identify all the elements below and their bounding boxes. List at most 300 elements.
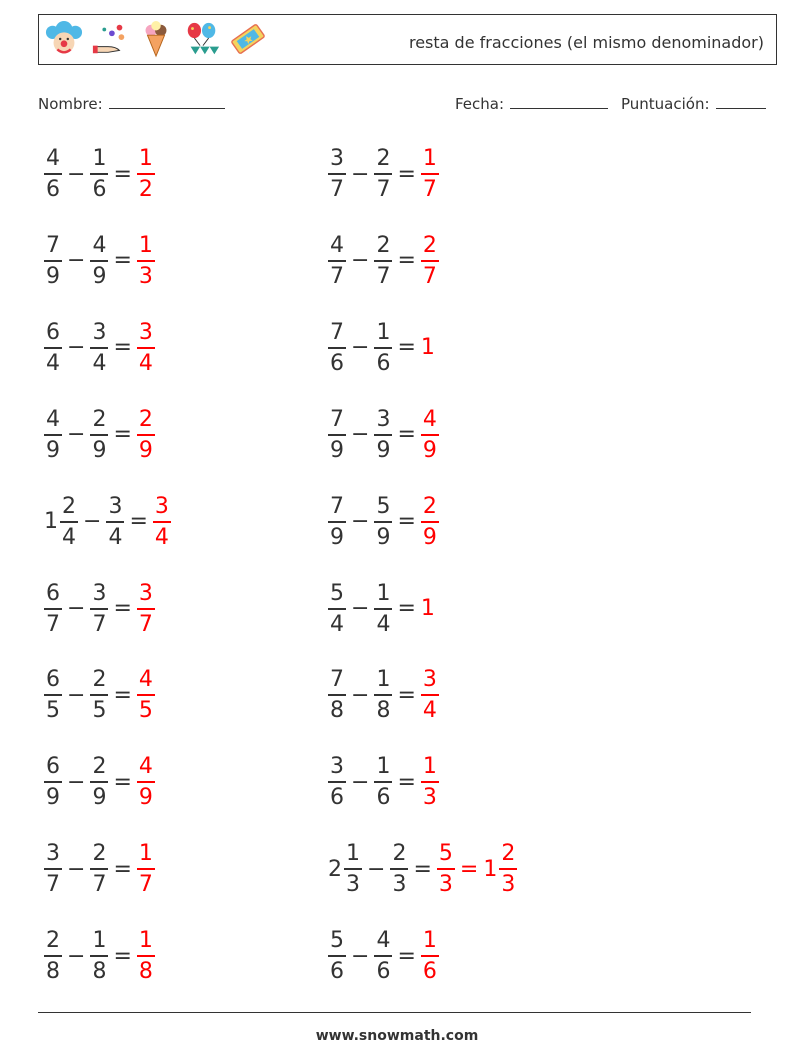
subtrahend-fraction <box>374 667 392 723</box>
equals-sign: = <box>113 161 132 187</box>
numerator: 5 <box>330 928 344 954</box>
fraction-bar <box>421 694 439 696</box>
equals-sign: = <box>397 943 416 969</box>
answer-mixed-whole: 1 <box>483 856 498 882</box>
answer <box>421 494 439 550</box>
problem-item <box>328 144 439 204</box>
denominator: 9 <box>92 785 107 811</box>
numerator: 1 <box>376 319 391 345</box>
equals-sign: = <box>397 769 416 795</box>
numerator: 2 <box>422 493 437 519</box>
problem-item <box>44 492 171 552</box>
name-blank <box>109 94 225 109</box>
answer <box>421 928 439 984</box>
numerator: 4 <box>46 146 60 171</box>
problem-item <box>44 752 155 812</box>
fraction-bar <box>374 608 392 610</box>
numerator: 1 <box>138 232 153 258</box>
denominator: 4 <box>138 350 153 376</box>
denominator: 4 <box>154 524 169 550</box>
numerator: 7 <box>330 406 344 432</box>
numerator: 4 <box>422 406 437 432</box>
minus-sign: − <box>351 509 370 535</box>
minuend-fraction <box>44 233 62 289</box>
denominator: 5 <box>138 698 153 724</box>
numerator: 5 <box>376 493 391 519</box>
score-field <box>621 94 766 113</box>
numerator: 3 <box>46 841 60 867</box>
numerator: 3 <box>330 146 344 171</box>
footer-url: www.snowmath.com <box>315 1028 479 1044</box>
problem-item <box>44 839 155 899</box>
answer-fraction <box>437 841 455 897</box>
numerator: 2 <box>92 841 107 867</box>
header-icons <box>45 19 267 59</box>
minus-sign: − <box>351 769 370 795</box>
fraction-bar <box>90 694 108 696</box>
numerator: 2 <box>92 667 107 693</box>
problem-item <box>328 405 439 465</box>
numerator: 3 <box>92 580 107 606</box>
numerator: 1 <box>422 928 437 954</box>
worksheet-title: resta de fracciones (el mismo denominador) <box>408 33 764 52</box>
minus-sign: − <box>351 682 370 708</box>
subtrahend-fraction <box>374 320 392 376</box>
denominator: 7 <box>46 611 60 637</box>
denominator: 3 <box>346 872 360 898</box>
subtrahend-fraction <box>90 407 108 463</box>
fraction-bar <box>90 173 108 175</box>
ice-cream-icon <box>137 19 175 59</box>
equals-sign: = <box>397 509 416 535</box>
fraction-bar <box>44 260 62 262</box>
fraction-bar <box>328 260 346 262</box>
answer-mixed-fraction <box>499 841 517 897</box>
minus-sign: − <box>67 248 86 274</box>
denominator: 4 <box>330 611 344 637</box>
denominator: 6 <box>422 959 437 985</box>
subtrahend-fraction <box>390 841 408 897</box>
fraction-bar <box>44 608 62 610</box>
fraction-bar <box>374 781 392 783</box>
denominator: 9 <box>422 524 437 550</box>
answer <box>421 407 439 463</box>
equals-sign: = <box>397 161 416 187</box>
denominator: 9 <box>46 263 60 289</box>
minuend-fraction <box>328 407 346 463</box>
numerator: 1 <box>138 841 153 867</box>
problem-item <box>44 231 155 291</box>
answer <box>421 146 439 202</box>
minus-sign: − <box>67 943 86 969</box>
minuend-fraction <box>44 581 62 637</box>
fraction-bar <box>44 781 62 783</box>
denominator: 2 <box>138 177 153 202</box>
denominator: 8 <box>46 959 60 985</box>
fraction-bar <box>137 608 155 610</box>
date-label: Fecha: <box>455 95 505 113</box>
numerator: 2 <box>46 928 60 954</box>
answer-fraction <box>421 407 439 463</box>
denominator: 7 <box>376 177 391 202</box>
minus-sign: − <box>351 248 370 274</box>
equals-sign: = <box>113 682 132 708</box>
denominator: 8 <box>376 698 391 724</box>
numerator: 2 <box>501 841 516 867</box>
subtrahend-fraction <box>374 494 392 550</box>
fraction-bar <box>328 173 346 175</box>
denominator: 3 <box>438 872 453 898</box>
answer-fraction <box>421 233 439 289</box>
denominator: 9 <box>138 437 153 463</box>
problem-item <box>44 318 155 378</box>
clown-icon <box>45 19 83 59</box>
numerator: 7 <box>330 319 344 345</box>
denominator: 9 <box>376 524 391 550</box>
numerator: 3 <box>376 406 391 432</box>
minuend-fraction <box>328 928 346 984</box>
minus-sign: − <box>67 856 86 882</box>
problem-item <box>328 839 517 899</box>
numerator: 6 <box>46 754 60 780</box>
subtrahend-fraction <box>374 754 392 810</box>
fraction-bar <box>106 521 124 523</box>
fraction-bar <box>374 521 392 523</box>
problem-item <box>328 231 439 291</box>
denominator: 6 <box>330 959 344 985</box>
denominator: 5 <box>46 698 60 724</box>
fraction-bar <box>328 521 346 523</box>
minus-sign: − <box>351 161 370 187</box>
numerator: 1 <box>138 928 153 954</box>
answer-fraction <box>137 841 155 897</box>
fraction-bar <box>328 694 346 696</box>
numerator: 7 <box>330 667 344 693</box>
minuend-fraction <box>44 320 62 376</box>
denominator: 6 <box>330 785 344 811</box>
denominator: 6 <box>46 177 60 202</box>
denominator: 6 <box>92 177 107 202</box>
footer-divider <box>38 1012 751 1013</box>
numerator: 7 <box>46 232 60 258</box>
subtrahend-fraction <box>90 233 108 289</box>
fraction-bar <box>328 434 346 436</box>
denominator: 7 <box>46 872 60 898</box>
fraction-bar <box>44 347 62 349</box>
minuend-fraction <box>44 754 62 810</box>
problem-item <box>328 492 439 552</box>
fraction-bar <box>90 868 108 870</box>
numerator: 1 <box>376 580 391 606</box>
equals-sign: = <box>113 856 132 882</box>
answer-fraction <box>137 581 155 637</box>
denominator: 7 <box>92 611 107 637</box>
minus-sign: − <box>83 509 102 535</box>
denominator: 4 <box>62 524 76 550</box>
minuend-fraction <box>44 928 62 984</box>
denominator: 7 <box>138 611 153 637</box>
numerator: 6 <box>46 580 60 606</box>
juggling-hand-icon <box>91 19 129 59</box>
whole-number: 2 <box>328 856 342 882</box>
minus-sign: − <box>67 769 86 795</box>
worksheet-header <box>38 14 777 65</box>
answer <box>137 841 155 897</box>
fraction-bar <box>90 347 108 349</box>
answer-fraction <box>137 754 155 810</box>
equals-sign: = <box>113 596 132 621</box>
fraction-bar <box>328 781 346 783</box>
fraction-bar <box>421 781 439 783</box>
answer-fraction <box>421 754 439 810</box>
numerator: 2 <box>376 146 391 171</box>
name-field <box>38 94 225 113</box>
numerator: 1 <box>376 754 391 780</box>
fraction-bar <box>137 434 155 436</box>
answer <box>153 494 171 550</box>
fraction-bar <box>374 434 392 436</box>
minuend-fraction <box>344 841 362 897</box>
minuend-fraction <box>328 754 346 810</box>
answer <box>421 233 439 289</box>
problem-item <box>44 579 155 639</box>
numerator: 3 <box>108 493 123 519</box>
fraction-bar <box>328 955 346 957</box>
numerator: 2 <box>392 841 407 867</box>
minus-sign: − <box>67 161 86 187</box>
minuend-fraction <box>44 407 62 463</box>
answer <box>137 407 155 463</box>
numerator: 2 <box>376 232 391 258</box>
equals-sign: = <box>397 596 416 621</box>
equals-sign: = <box>413 856 432 882</box>
answer-fraction <box>137 928 155 984</box>
problem-item <box>328 752 439 812</box>
denominator: 8 <box>138 959 153 985</box>
ticket-icon <box>229 19 267 59</box>
numerator: 4 <box>138 754 153 780</box>
numerator: 3 <box>138 319 153 345</box>
problem-item <box>328 318 433 378</box>
denominator: 3 <box>422 785 437 811</box>
denominator: 4 <box>108 524 123 550</box>
numerator: 1 <box>422 754 437 780</box>
fraction-bar <box>137 868 155 870</box>
denominator: 9 <box>46 785 60 811</box>
fraction-bar <box>421 173 439 175</box>
denominator: 4 <box>376 611 391 637</box>
fraction-bar <box>137 955 155 957</box>
minuend-fraction <box>328 233 346 289</box>
date-field <box>455 94 608 113</box>
fraction-bar <box>390 868 408 870</box>
problem-item <box>328 665 439 725</box>
denominator: 7 <box>92 872 107 898</box>
equals-sign: = <box>113 422 132 448</box>
denominator: 9 <box>138 785 153 811</box>
minus-sign: − <box>67 335 86 361</box>
fraction-bar <box>137 173 155 175</box>
problem-item <box>44 665 155 725</box>
answer <box>137 667 155 723</box>
numerator: 4 <box>376 928 391 954</box>
equals-sign: = <box>113 335 132 361</box>
denominator: 9 <box>376 437 391 463</box>
minuend-fraction <box>328 146 346 202</box>
numerator: 2 <box>92 754 107 780</box>
fraction-bar <box>44 173 62 175</box>
minuend-fraction <box>44 146 62 202</box>
minus-sign: − <box>67 682 86 708</box>
denominator: 7 <box>422 177 437 202</box>
denominator: 8 <box>330 698 344 724</box>
fraction-bar <box>421 434 439 436</box>
denominator: 4 <box>92 350 107 376</box>
answer-whole: 1 <box>420 335 435 361</box>
numerator: 4 <box>138 667 153 693</box>
fraction-bar <box>44 955 62 957</box>
denominator: 7 <box>376 263 391 289</box>
problem-item <box>328 926 439 986</box>
answer-fraction <box>153 494 171 550</box>
numerator: 1 <box>422 146 437 171</box>
problem-item <box>328 579 433 639</box>
fraction-bar <box>499 868 517 870</box>
answer-fraction <box>137 146 155 202</box>
whole-number: 1 <box>44 509 58 535</box>
answer <box>137 581 155 637</box>
subtrahend-fraction <box>90 667 108 723</box>
denominator: 9 <box>422 437 437 463</box>
subtrahend-fraction <box>374 581 392 637</box>
fraction-bar <box>44 868 62 870</box>
answer-fraction <box>421 146 439 202</box>
problem-item <box>44 405 155 465</box>
numerator: 1 <box>376 667 391 693</box>
minuend-fraction <box>328 581 346 637</box>
score-label: Puntuación: <box>621 95 710 113</box>
minuend-fraction <box>328 320 346 376</box>
denominator: 7 <box>330 263 344 289</box>
minuend-fraction <box>44 667 62 723</box>
equals-sign: = <box>113 943 132 969</box>
denominator: 6 <box>330 350 344 376</box>
equals-sign: = <box>113 769 132 795</box>
numerator: 6 <box>46 667 60 693</box>
numerator: 5 <box>438 841 453 867</box>
subtrahend-fraction <box>106 494 124 550</box>
answer <box>137 320 155 376</box>
minus-sign: − <box>351 943 370 969</box>
numerator: 2 <box>62 493 76 519</box>
numerator: 4 <box>92 232 107 258</box>
numerator: 1 <box>138 146 153 171</box>
minus-sign: − <box>67 422 86 448</box>
answer <box>137 146 155 202</box>
numerator: 3 <box>330 754 344 780</box>
equals-sign: = <box>397 335 416 361</box>
fraction-bar <box>90 434 108 436</box>
denominator: 9 <box>92 437 107 463</box>
subtrahend-fraction <box>374 407 392 463</box>
answer <box>137 754 155 810</box>
fraction-bar <box>90 955 108 957</box>
subtrahend-fraction <box>374 233 392 289</box>
answer <box>421 335 433 360</box>
denominator: 6 <box>376 350 391 376</box>
equals-sign: = <box>113 248 132 274</box>
numerator: 2 <box>422 232 437 258</box>
denominator: 4 <box>422 698 437 724</box>
denominator: 5 <box>92 698 107 724</box>
answer <box>137 233 155 289</box>
numerator: 2 <box>92 406 107 432</box>
answer <box>437 841 517 897</box>
equals-sign: = <box>397 682 416 708</box>
numerator: 3 <box>422 667 437 693</box>
denominator: 9 <box>330 437 344 463</box>
minus-sign: − <box>367 856 386 882</box>
denominator: 6 <box>376 959 391 985</box>
score-blank <box>716 94 766 109</box>
fraction-bar <box>374 955 392 957</box>
fraction-bar <box>421 955 439 957</box>
minuend-fraction <box>328 667 346 723</box>
balloons-icon <box>183 19 221 59</box>
numerator: 2 <box>138 406 153 432</box>
denominator: 3 <box>501 872 516 898</box>
numerator: 1 <box>346 841 360 867</box>
denominator: 9 <box>330 524 344 550</box>
numerator: 3 <box>92 319 107 345</box>
fraction-bar <box>421 260 439 262</box>
fraction-bar <box>344 868 362 870</box>
answer <box>137 928 155 984</box>
numerator: 3 <box>154 493 169 519</box>
fraction-bar <box>137 347 155 349</box>
fraction-bar <box>421 521 439 523</box>
fraction-bar <box>153 521 171 523</box>
numerator: 1 <box>92 928 107 954</box>
subtrahend-fraction <box>90 320 108 376</box>
subtrahend-fraction <box>90 928 108 984</box>
fraction-bar <box>44 694 62 696</box>
answer-fraction <box>137 233 155 289</box>
subtrahend-fraction <box>374 146 392 202</box>
equals-sign: = <box>397 422 416 448</box>
subtrahend-fraction <box>90 581 108 637</box>
subtrahend-fraction <box>90 841 108 897</box>
answer <box>421 596 433 621</box>
denominator: 7 <box>422 263 437 289</box>
problem-item <box>44 144 155 204</box>
minus-sign: − <box>351 335 370 361</box>
answer <box>421 754 439 810</box>
answer-fraction <box>137 407 155 463</box>
denominator: 7 <box>138 872 153 898</box>
fraction-bar <box>137 781 155 783</box>
minuend-fraction <box>328 494 346 550</box>
numerator: 5 <box>330 580 344 606</box>
numerator: 1 <box>92 146 107 171</box>
minus-sign: − <box>351 596 370 621</box>
denominator: 7 <box>330 177 344 202</box>
numerator: 7 <box>330 493 344 519</box>
fraction-bar <box>44 434 62 436</box>
answer-fraction <box>421 928 439 984</box>
numerator: 4 <box>46 406 60 432</box>
name-label: Nombre: <box>38 95 103 113</box>
